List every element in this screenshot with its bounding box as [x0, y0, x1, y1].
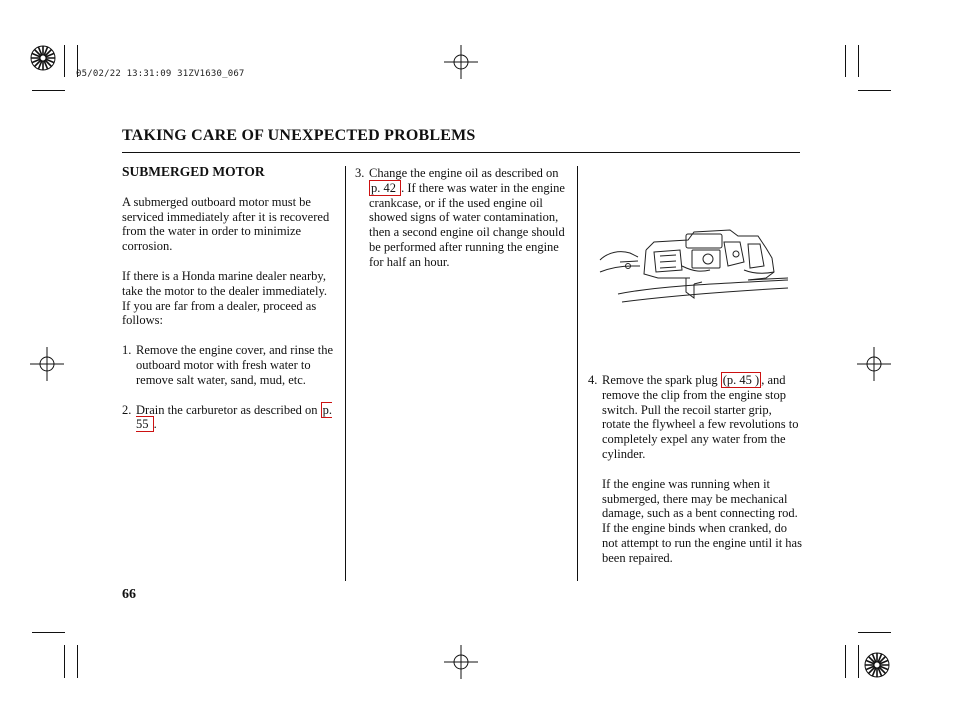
registration-crosshair-icon: [30, 347, 64, 381]
page-ref-link[interactable]: p. 42: [371, 180, 400, 195]
print-stamp: 05/02/22 13:31:09 31ZV1630_067: [76, 69, 245, 79]
middle-column: [355, 166, 569, 270]
registration-starburst-icon: [864, 652, 890, 678]
step-text: [602, 373, 802, 462]
step-number: 3.: [355, 166, 365, 180]
column-divider: [577, 166, 578, 581]
step-1: [122, 343, 334, 387]
header-rule: [122, 152, 800, 153]
step-number: 4.: [588, 373, 598, 387]
engine-illustration: [598, 222, 788, 312]
damage-paragraph: If the engine was running when it submerged, there may be mechanical damage, such as a bent connecting rod. If the engine binds when cranked, do not attempt to run the engine until it has been repaired.: [602, 476, 802, 565]
page-title: TAKING CARE OF UNEXPECTED PROBLEMS: [122, 127, 476, 144]
step-text-part: Drain the carburetor as described on: [136, 402, 318, 417]
step-text: [369, 166, 569, 270]
registration-crosshair-icon: [444, 45, 478, 79]
left-column: [122, 165, 334, 432]
registration-starburst-icon: [30, 45, 56, 71]
step-number: 1.: [122, 343, 132, 358]
step-4: [588, 373, 802, 462]
registration-crosshair-icon: [444, 645, 478, 679]
step-text-part: Remove the spark plug: [602, 373, 718, 387]
page-ref-link[interactable]: p. 55: [136, 402, 333, 432]
step-text-part: Change the engine oil as described on: [369, 166, 559, 180]
step-text-part: , and remove the clip from the engine stop switch. Pull the recoil starter grip, rotate the flywheel a few revolutions to completely expel any water from the cylinder.: [602, 373, 799, 461]
page-number: 66: [122, 587, 136, 602]
step-number: 2.: [122, 402, 132, 417]
section-subtitle: SUBMERGED MOTOR: [122, 164, 265, 179]
page-ref-link[interactable]: (p. 45 ): [722, 373, 760, 387]
right-column: [588, 373, 802, 566]
dealer-paragraph: If there is a Honda marine dealer nearby, take the motor to the dealer immediately. If you are far from a dealer, proceed as follows:: [122, 268, 328, 328]
column-divider: [345, 166, 346, 581]
step-text-part: .: [153, 417, 157, 432]
step-text: Remove the engine cover, and rinse the outboard motor with fresh water to remove salt water, sand, mud, etc.: [136, 343, 333, 387]
step-text: [136, 403, 334, 433]
step-3: [355, 166, 569, 270]
registration-crosshair-icon: [857, 347, 891, 381]
step-2: [122, 403, 334, 433]
step-text-part: . If there was water in the engine crankcase, or if the used engine oil showed signs of water contamination, then a second engine oil change should be performed after running the engine for half an hour.: [369, 180, 565, 269]
intro-paragraph: A submerged outboard motor must be serviced immediately after it is recovered from the water in order to minimize corrosion.: [122, 194, 330, 254]
